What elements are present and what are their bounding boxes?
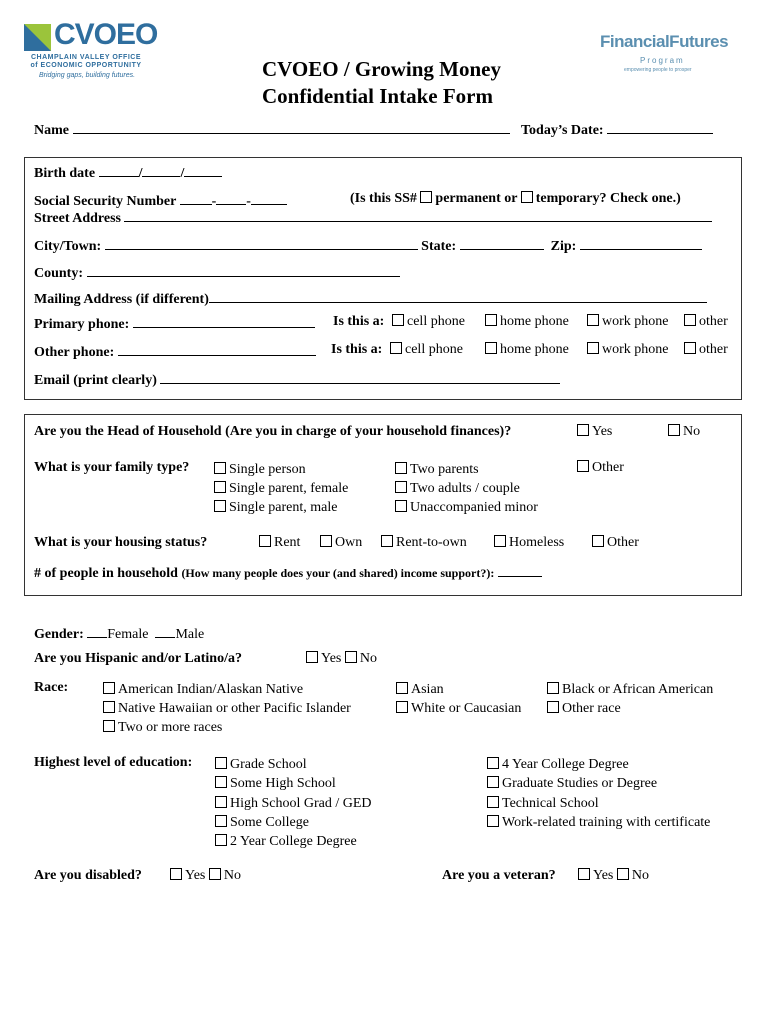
gender-female-blank[interactable] xyxy=(87,624,107,638)
race-american-indian-checkbox[interactable] xyxy=(103,682,115,694)
county-row: County: xyxy=(34,263,400,282)
cvoeo-logo xyxy=(24,18,158,82)
other-home-checkbox[interactable] xyxy=(485,342,497,354)
name-row: Name xyxy=(34,120,510,139)
family-type-question: What is your family type? xyxy=(34,460,190,475)
race-native-hawaiian-checkbox[interactable] xyxy=(103,701,115,713)
cvoeo-logo-word: CVOEO xyxy=(54,18,158,51)
disabled-question: Are you disabled? xyxy=(34,868,142,883)
mailing-field[interactable] xyxy=(209,289,707,303)
cvoeo-logo-mark-icon xyxy=(24,24,51,51)
other-cell-checkbox[interactable] xyxy=(390,342,402,354)
family-two-parents-checkbox[interactable] xyxy=(395,462,407,474)
edu-some-high-school-checkbox[interactable] xyxy=(215,776,227,788)
form-title: CVOEO / Growing Money Confidential Intake Form xyxy=(262,57,501,108)
mailing-row: Mailing Address (if different) xyxy=(34,289,707,308)
housing-status-question: What is your housing status? xyxy=(34,535,208,550)
disabled-yes-checkbox[interactable] xyxy=(170,868,182,880)
housing-homeless-checkbox[interactable] xyxy=(494,535,506,547)
veteran-no-checkbox[interactable] xyxy=(617,868,629,880)
family-type-col1: Single person Single parent, female Single parent, male xyxy=(214,460,348,517)
ss-permanent-checkbox[interactable] xyxy=(420,191,432,203)
ssn-part3-field[interactable] xyxy=(251,191,287,205)
family-unaccompanied-minor-checkbox[interactable] xyxy=(395,500,407,512)
family-single-person-checkbox[interactable] xyxy=(214,462,226,474)
education-col1: Grade School Some High School High School Grad / GED Some College 2 Year College Degree xyxy=(215,755,372,851)
people-count-field[interactable] xyxy=(498,563,542,577)
edu-technical-school-checkbox[interactable] xyxy=(487,796,499,808)
birth-day-field[interactable] xyxy=(142,163,180,177)
edu-some-college-checkbox[interactable] xyxy=(215,815,227,827)
family-single-parent-female-checkbox[interactable] xyxy=(214,481,226,493)
edu-grade-school-checkbox[interactable] xyxy=(215,757,227,769)
head-of-household-question: Are you the Head of Household (Are you in charge of your household finances)? xyxy=(34,424,512,439)
edu-high-school-grad-checkbox[interactable] xyxy=(215,796,227,808)
primary-other-checkbox[interactable] xyxy=(684,314,696,326)
edu-work-training-checkbox[interactable] xyxy=(487,815,499,827)
family-type-col2: Two parents Two adults / couple Unaccompanied minor xyxy=(395,460,538,517)
education-label: Highest level of education: xyxy=(34,755,193,770)
hispanic-no-checkbox[interactable] xyxy=(345,651,357,663)
race-label: Race: xyxy=(34,680,69,695)
other-other-checkbox[interactable] xyxy=(684,342,696,354)
primary-phone-type: Is this a: xyxy=(333,314,385,329)
other-phone-row: Other phone: xyxy=(34,342,316,361)
family-single-parent-male-checkbox[interactable] xyxy=(214,500,226,512)
other-phone-type: Is this a: xyxy=(331,342,383,357)
gender-row: Gender: Female Male xyxy=(34,624,204,643)
primary-work-checkbox[interactable] xyxy=(587,314,599,326)
head-yes-checkbox[interactable] xyxy=(577,424,589,436)
county-field[interactable] xyxy=(87,263,400,277)
zip-field[interactable] xyxy=(580,236,702,250)
ss-temporary-checkbox[interactable] xyxy=(521,191,533,203)
city-field[interactable] xyxy=(105,236,418,250)
race-col3: Black or African American Other race xyxy=(547,680,713,718)
date-row: Today’s Date: xyxy=(521,120,713,139)
race-other-checkbox[interactable] xyxy=(547,701,559,713)
email-row: Email (print clearly) xyxy=(34,370,560,389)
race-asian-checkbox[interactable] xyxy=(396,682,408,694)
name-field[interactable] xyxy=(73,120,510,134)
financial-futures-logo: FinancialFutures Program empowering people to prosper xyxy=(600,32,729,73)
race-col2: Asian White or Caucasian xyxy=(396,680,521,718)
primary-home-checkbox[interactable] xyxy=(485,314,497,326)
race-white-checkbox[interactable] xyxy=(396,701,408,713)
other-work-checkbox[interactable] xyxy=(587,342,599,354)
ssn-part2-field[interactable] xyxy=(216,191,246,205)
disabled-no-checkbox[interactable] xyxy=(209,868,221,880)
edu-4-year-degree-checkbox[interactable] xyxy=(487,757,499,769)
primary-phone-field[interactable] xyxy=(133,314,315,328)
other-phone-field[interactable] xyxy=(118,342,316,356)
birth-year-field[interactable] xyxy=(184,163,222,177)
hispanic-yes-checkbox[interactable] xyxy=(306,651,318,663)
ssn-row: Social Security Number - - xyxy=(34,191,287,210)
housing-rent-checkbox[interactable] xyxy=(259,535,271,547)
race-two-or-more-checkbox[interactable] xyxy=(103,720,115,732)
cvoeo-logo-tagline: Bridging gaps, building futures. xyxy=(38,72,136,79)
email-field[interactable] xyxy=(160,370,560,384)
primary-phone-row: Primary phone: xyxy=(34,314,315,333)
people-in-household-row: # of people in household (How many people does your (and shared) income support?): xyxy=(34,563,542,582)
birth-month-field[interactable] xyxy=(99,163,139,177)
housing-rent-to-own-checkbox[interactable] xyxy=(381,535,393,547)
street-field[interactable] xyxy=(124,208,712,222)
primary-cell-checkbox[interactable] xyxy=(392,314,404,326)
family-other-checkbox[interactable] xyxy=(577,460,589,472)
family-two-adults-checkbox[interactable] xyxy=(395,481,407,493)
edu-2-year-degree-checkbox[interactable] xyxy=(215,834,227,846)
birth-date-row: Birth date / / xyxy=(34,163,222,182)
edu-graduate-checkbox[interactable] xyxy=(487,776,499,788)
state-field[interactable] xyxy=(460,236,544,250)
race-col1: American Indian/Alaskan Native Native Hawaiian or other Pacific Islander Two or more races xyxy=(103,680,351,737)
ssn-part1-field[interactable] xyxy=(180,191,212,205)
city-row: City/Town: State: Zip: xyxy=(34,236,702,255)
ss-type-question: (Is this SS# permanent or temporary? Check one.) xyxy=(350,191,681,206)
street-row: Street Address xyxy=(34,208,712,227)
gender-male-blank[interactable] xyxy=(155,624,175,638)
hispanic-question: Are you Hispanic and/or Latino/a? xyxy=(34,651,242,666)
housing-own-checkbox[interactable] xyxy=(320,535,332,547)
veteran-question: Are you a veteran? xyxy=(442,868,556,883)
education-col2: 4 Year College Degree Graduate Studies or Degree Technical School Work-related training with certificate xyxy=(487,755,710,832)
housing-other-checkbox[interactable] xyxy=(592,535,604,547)
race-black-checkbox[interactable] xyxy=(547,682,559,694)
cvoeo-logo-subtitle: CHAMPLAIN VALLEY OFFICE of ECONOMIC OPPORTUNITY xyxy=(30,54,142,69)
date-field[interactable] xyxy=(607,120,713,134)
head-no-checkbox[interactable] xyxy=(668,424,680,436)
veteran-yes-checkbox[interactable] xyxy=(578,868,590,880)
